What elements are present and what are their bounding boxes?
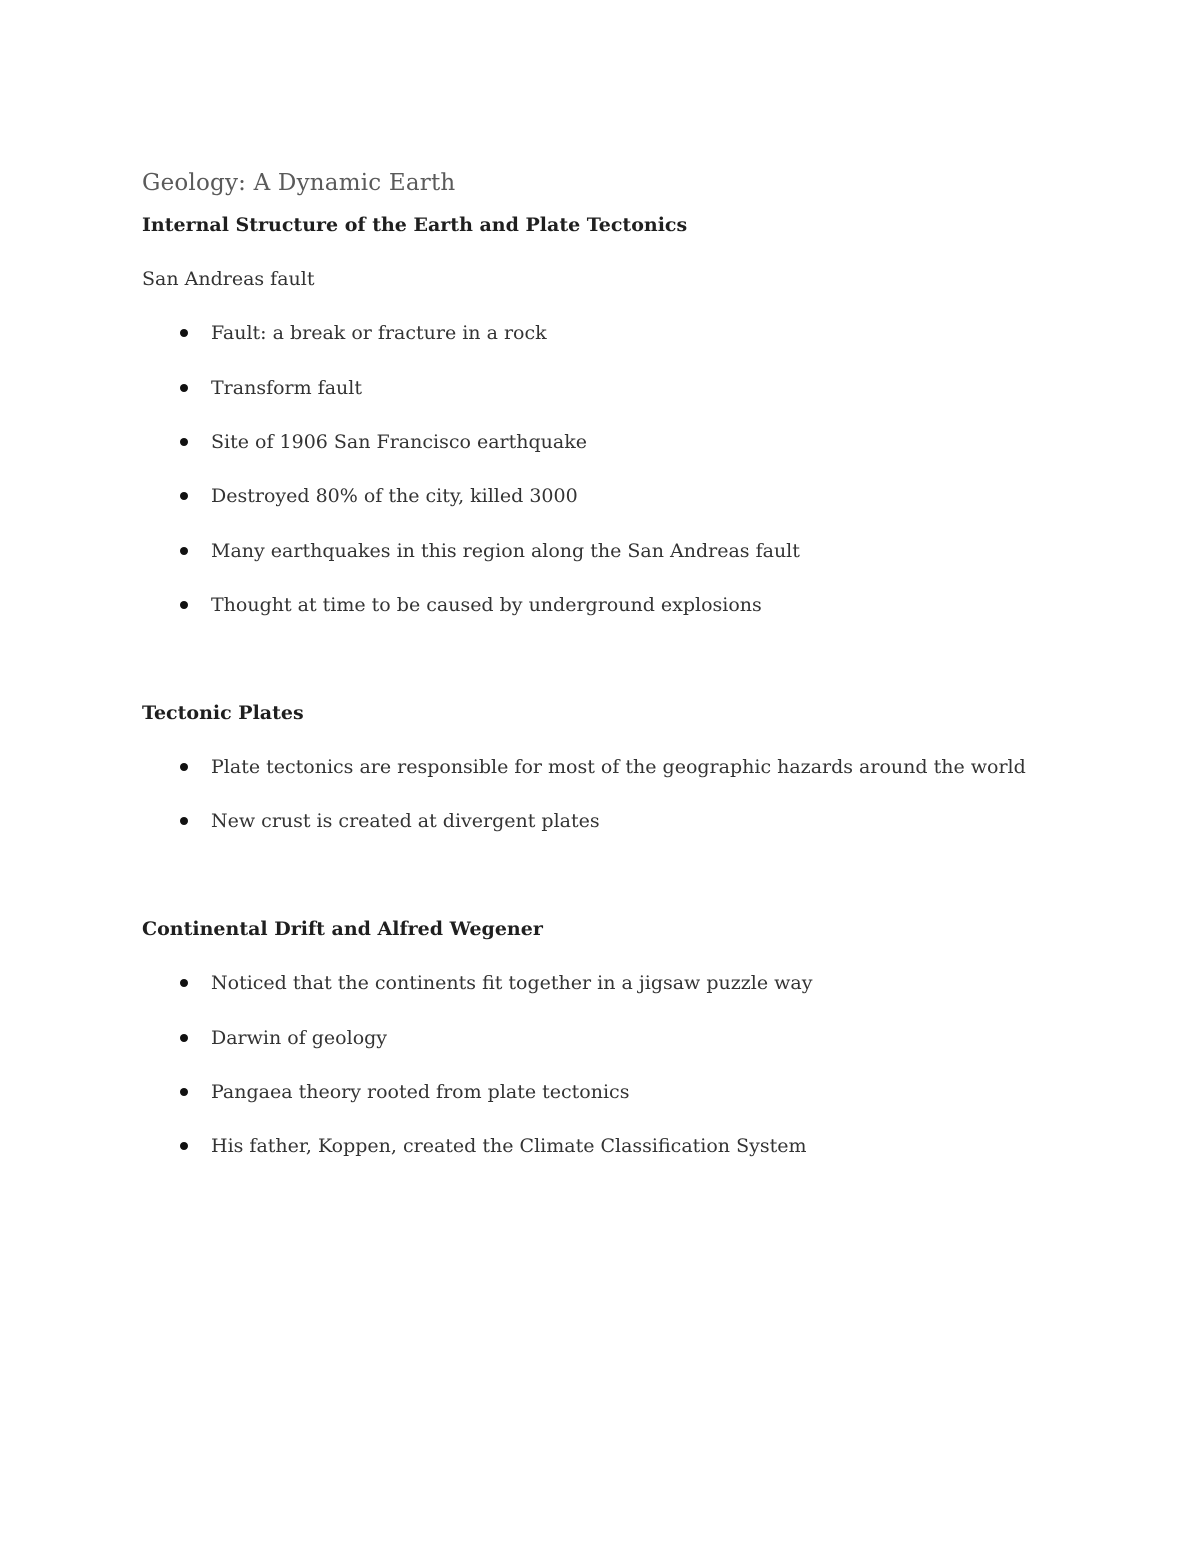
list-item-text: Noticed that the continents fit together in a jigsaw puzzle way (211, 972, 813, 994)
list-item-text: His father, Koppen, created the Climate Classification System (211, 1135, 807, 1157)
list-item (180, 972, 812, 994)
list-item (180, 1027, 387, 1049)
bullet-icon (180, 1142, 188, 1150)
list-item-text: Fault: a break or fracture in a rock (211, 322, 547, 344)
list-item (180, 377, 362, 399)
bullet-icon (180, 601, 188, 609)
list-item-text: Many earthquakes in this region along the San Andreas fault (211, 540, 800, 562)
bullet-icon (180, 979, 188, 987)
bullet-icon (180, 1034, 188, 1042)
list-item-text: New crust is created at divergent plates (211, 810, 600, 832)
bullet-icon (180, 763, 188, 771)
list-item-text: Pangaea theory rooted from plate tectonics (211, 1081, 630, 1103)
list-item-text: Site of 1906 San Francisco earthquake (211, 431, 587, 453)
list-item (180, 322, 547, 344)
list-item (180, 594, 762, 616)
bullet-icon (180, 384, 188, 392)
list-item (180, 810, 600, 832)
list-item (180, 1081, 629, 1103)
bullet-icon (180, 438, 188, 446)
section-heading-internal-structure: Internal Structure of the Earth and Plate Tectonics (142, 214, 688, 236)
list-item (180, 485, 578, 507)
list-item-text: Transform fault (211, 377, 362, 399)
list-item (180, 540, 800, 562)
list-item-text: Plate tectonics are responsible for most of the geographic hazards around the world (211, 756, 1026, 778)
list-item-text: Darwin of geology (211, 1027, 388, 1049)
list-item (180, 1135, 806, 1157)
list-item (180, 756, 1026, 778)
bullet-icon (180, 547, 188, 555)
list-item-text: Thought at time to be caused by underground explosions (211, 594, 762, 616)
section-intro-san-andreas: San Andreas fault (142, 268, 315, 290)
bullet-icon (180, 1088, 188, 1096)
section-heading-tectonic-plates: Tectonic Plates (142, 702, 304, 724)
document-title: Geology: A Dynamic Earth (142, 170, 456, 196)
list-item-text: Destroyed 80% of the city, killed 3000 (211, 485, 578, 507)
list-item (180, 431, 587, 453)
bullet-icon (180, 817, 188, 825)
bullet-icon (180, 329, 188, 337)
bullet-icon (180, 492, 188, 500)
section-heading-continental-drift: Continental Drift and Alfred Wegener (142, 918, 543, 940)
